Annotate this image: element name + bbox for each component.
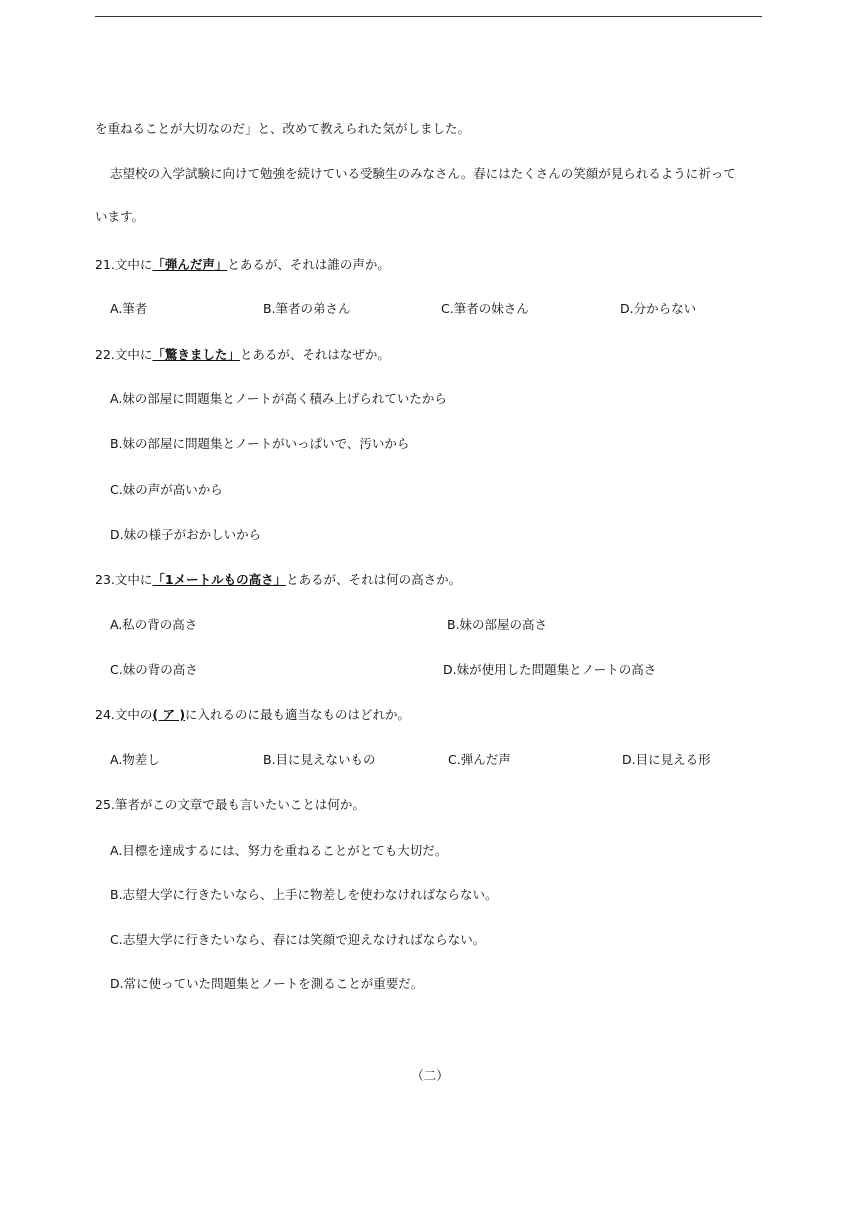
option-b: B.志望大学に行きたいなら、上手に物差しを使わなければならない。 [110,887,498,902]
question-22 [95,346,390,364]
option-c: C.志望大学に行きたいなら、春には笑顔で迎えなければならない。 [110,932,486,947]
option-c: C.妹の声が高いから [110,482,223,497]
question-text: 筆者がこの文章で最も言いたいことは何か。 [114,797,365,812]
quoted-phrase: 「1メートルもの高さ」 [152,572,287,587]
blank-marker: ( ア ) [152,707,186,722]
question-number: 24. [95,707,115,722]
option-d: D.目に見える形 [622,752,711,767]
question-25 [95,796,365,814]
question-prefix: 文中に [114,257,153,272]
option-a: A.妹の部屋に問題集とノートが高く積み上げられていたから [110,391,447,406]
question-prefix: 文中に [114,347,153,362]
question-21 [95,256,390,274]
option-d: D.妹の様子がおかしいから [110,527,262,542]
quoted-phrase: 「驚きました」 [152,347,240,362]
question-text: とあるが、それはなぜか。 [239,347,390,362]
question-text: とあるが、それは誰の声か。 [227,257,390,272]
passage-line: います。 [95,209,145,224]
option-b: B.目に見えないもの [263,752,376,767]
quoted-phrase: 「弾んだ声」 [152,257,228,272]
option-a: A.目標を達成するには、努力を重ねることがとても大切だ。 [110,843,448,858]
question-24 [95,706,410,724]
question-number: 22. [95,347,115,362]
option-b: B.筆者の弟さん [263,301,351,316]
option-c: C.弾んだ声 [448,752,511,767]
question-prefix: 文中に [114,572,153,587]
option-d: D.分からない [620,301,697,316]
question-number: 25. [95,797,115,812]
passage-line: を重ねることが大切なのだ」と、改めて教えられた気がしました。 [95,121,471,136]
question-number: 21. [95,257,115,272]
option-b: B.妹の部屋の高さ [447,617,548,632]
option-d: D.常に使っていた問題集とノートを測ることが重要だ。 [110,976,424,991]
option-b: B.妹の部屋に問題集とノートがいっぱいで、汚いから [110,436,410,451]
passage-line: 志望校の入学試験に向けて勉強を続けている受験生のみなさん。春にはたくさんの笑顔が見られるように祈って [110,166,736,181]
header-rule [95,16,762,17]
option-d: D.妹が使用した問題集とノートの高さ [443,662,657,677]
option-a: A.私の背の高さ [110,617,198,632]
question-text: に入れるのに最も適当なものはどれか。 [185,707,411,722]
question-23 [95,571,461,589]
option-c: C.妹の背の高さ [110,662,198,677]
option-c: C.筆者の妹さん [441,301,529,316]
question-text: とあるが、それは何の高さか。 [286,572,462,587]
question-prefix: 文中の [114,707,153,722]
option-a: A.物差し [110,752,160,767]
option-a: A.筆者 [110,301,148,316]
page-label: （二） [411,1068,449,1083]
question-number: 23. [95,572,115,587]
